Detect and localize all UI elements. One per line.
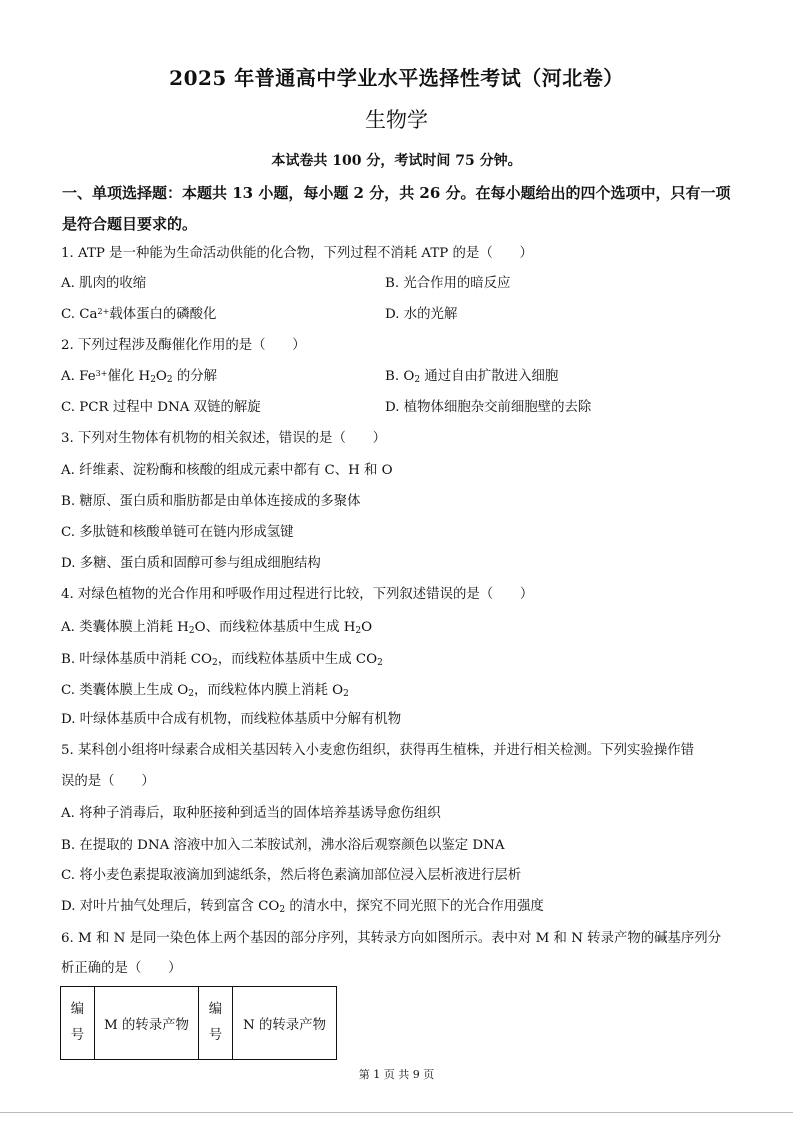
q1-option-d: D. 水的光解 <box>385 307 458 322</box>
q2-a-mid2: O <box>155 369 167 384</box>
q1-c-post: 载体蛋白的磷酸化 <box>109 307 217 322</box>
table-header-id-2 <box>199 987 233 1060</box>
q5-option-d <box>61 897 544 918</box>
header-id-1-line1: 编 <box>70 1002 85 1017</box>
q1-option-a: A. 肌肉的收缩 <box>61 276 147 291</box>
q2-stem: 2. 下列过程涉及酶催化作用的是（ ） <box>61 338 306 353</box>
q3-option-c: C. 多肽链和核酸单链可在链内形成氢键 <box>61 525 294 540</box>
page-number: 第 1 页 共 9 页 <box>358 1068 435 1081</box>
q6-stem-line2: 析正确的是（ ） <box>61 961 182 976</box>
header-id-1-line2: 号 <box>70 1028 85 1043</box>
q1-option-b: B. 光合作用的暗反应 <box>385 276 511 291</box>
q2-a-mid: 催化 H <box>107 369 151 384</box>
q5-option-c: C. 将小麦色素提取液滴加到滤纸条，然后将色素滴加部位浸入层析液进行层析 <box>61 868 522 883</box>
q4-a-mid: O、而线粒体基质中生成 H <box>194 620 356 635</box>
q5-d-post: 的清水中，探究不同光照下的光合作用强度 <box>285 899 544 914</box>
q2-option-a <box>61 367 217 388</box>
q1-option-c <box>61 305 216 325</box>
q4-stem: 4. 对绿色植物的光合作用和呼吸作用过程进行比较，下列叙述错误的是（ ） <box>61 587 534 602</box>
q1-c-sup: 2+ <box>97 307 110 316</box>
q4-b-mid: ，而线粒体基质中生成 CO <box>217 652 378 667</box>
q4-option-d: D. 叶绿体基质中合成有机物，而线粒体基质中分解有机物 <box>61 712 402 727</box>
q6-table <box>60 986 337 1060</box>
q2-b-post: 通过自由扩散进入细胞 <box>420 369 559 384</box>
q4-b-pre: B. 叶绿体基质中消耗 CO <box>61 652 212 667</box>
q4-a-post: O <box>361 620 373 635</box>
q3-stem: 3. 下列对生物体有机物的相关叙述，错误的是（ ） <box>61 431 387 446</box>
q2-a-post: 的分解 <box>172 369 218 384</box>
q2-a-sup: 3+ <box>95 369 108 378</box>
q4-option-c <box>61 681 349 702</box>
header-id-2-line2: 号 <box>208 1028 223 1043</box>
q2-b-pre: B. O <box>385 369 415 384</box>
q3-option-a: A. 纤维素、淀粉酶和核酸的组成元素中都有 C、H 和 O <box>61 463 393 478</box>
q2-a-sub1: 2 <box>150 375 156 385</box>
table-header-id-1 <box>61 987 95 1060</box>
q2-b-sub: 2 <box>414 375 421 385</box>
q4-a-sub1: 2 <box>188 626 195 636</box>
q5-stem-line1: 5. 某科创小组将叶绿素合成相关基因转入小麦愈伤组织，获得再生植株，并进行相关检测。下列实验操作错 <box>61 743 694 758</box>
q4-a-sub2: 2 <box>355 626 362 636</box>
exam-info: 本试卷共 100 分，考试时间 75 分钟。 <box>271 153 522 169</box>
q4-option-b <box>61 650 383 671</box>
subject-title: 生物学 <box>365 108 428 132</box>
q4-a-pre: A. 类囊体膜上消耗 H <box>61 620 189 635</box>
table-header-row <box>61 987 337 1060</box>
q2-option-b <box>385 367 558 388</box>
q4-c-pre: C. 类囊体膜上生成 O <box>61 683 189 698</box>
q3-option-d: D. 多糖、蛋白质和固醇可参与组成细胞结构 <box>61 556 321 571</box>
q2-a-pre: A. Fe <box>61 369 96 384</box>
q4-b-sub1: 2 <box>211 658 218 668</box>
exam-title: 2025 年普通高中学业水平选择性考试（河北卷） <box>169 66 624 90</box>
q3-option-b: B. 糖原、蛋白质和脂肪都是由单体连接成的多聚体 <box>61 494 361 509</box>
q5-option-b: B. 在提取的 DNA 溶液中加入二苯胺试剂，沸水浴后观察颜色以鉴定 DNA <box>61 838 505 853</box>
table-header-n-product: N 的转录产物 <box>233 987 337 1060</box>
q6-stem-line1: 6. M 和 N 是同一染色体上两个基因的部分序列，其转录方向如图所示。表中对 M 和 N 转录产物的碱基序列分 <box>61 931 722 946</box>
header-id-2-line1: 编 <box>208 1002 223 1017</box>
q1-stem: 1. ATP 是一种能为生命活动供能的化合物，下列过程不消耗 ATP 的是（ ） <box>61 246 533 261</box>
table-header-m-product: M 的转录产物 <box>95 987 199 1060</box>
q5-d-sub: 2 <box>279 905 286 915</box>
q5-option-a: A. 将种子消毒后，取种胚接种到适当的固体培养基诱导愈伤组织 <box>61 806 441 821</box>
q2-a-sub2: 2 <box>166 375 173 385</box>
q2-option-d: D. 植物体细胞杂交前细胞壁的去除 <box>385 400 592 415</box>
q2-option-c: C. PCR 过程中 DNA 双链的解旋 <box>61 400 261 415</box>
q4-option-a <box>61 618 372 639</box>
q5-d-pre: D. 对叶片抽气处理后，转到富含 CO <box>61 899 280 914</box>
q4-b-sub2: 2 <box>377 658 383 668</box>
q4-c-mid: ，而线粒体内膜上消耗 O <box>193 683 344 698</box>
bottom-divider <box>0 1112 793 1113</box>
q1-c-pre: C. Ca <box>61 307 98 322</box>
section-heading: 一、单项选择题：本题共 13 小题，每小题 2 分，共 26 分。在每小题给出的四个选项中，只有一项是符合题目要求的。 <box>62 184 731 233</box>
q5-stem-line2: 误的是（ ） <box>61 774 155 789</box>
q4-c-sub1: 2 <box>188 689 194 699</box>
q4-c-sub2: 2 <box>343 689 349 699</box>
